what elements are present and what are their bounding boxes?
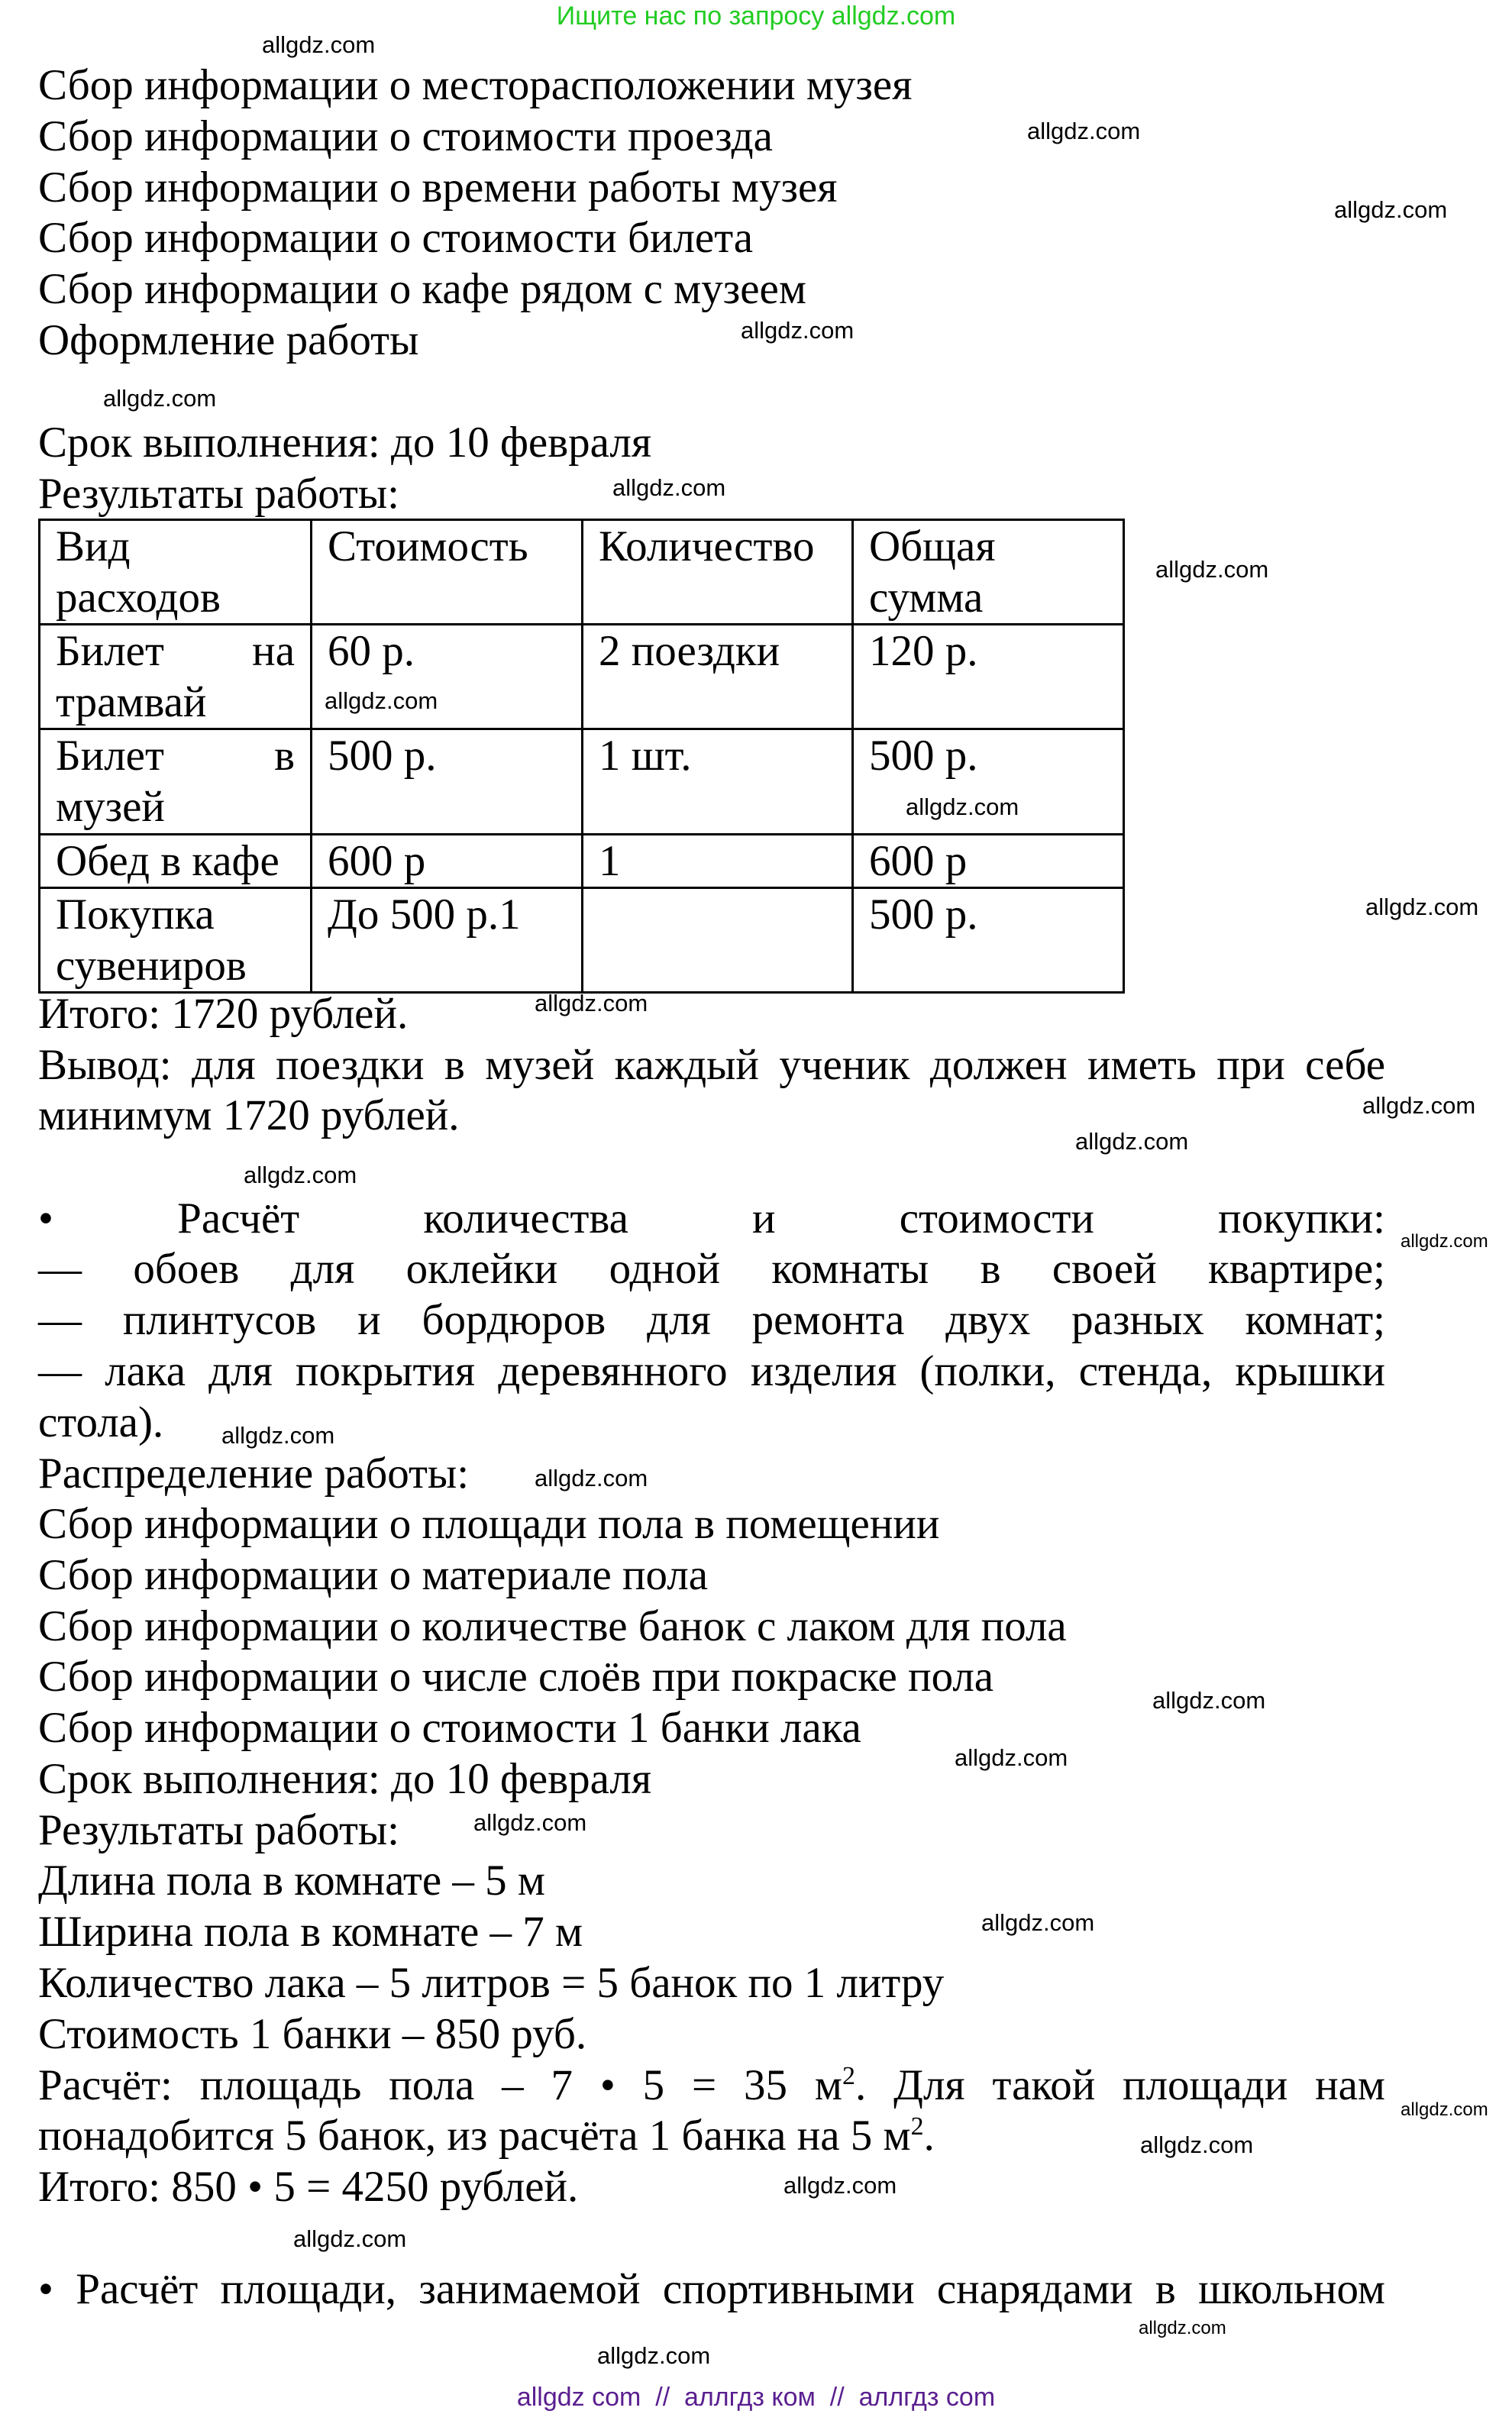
watermark: allgdz.com (535, 1465, 648, 1491)
table-cell: 1 (583, 835, 853, 888)
table-cell: 1 шт. (583, 729, 853, 835)
text-line: Сбор информации о стоимости билета (38, 214, 754, 262)
table-cell: 500 р. (853, 729, 1124, 835)
watermark: allgdz.com (981, 1909, 1095, 1936)
text-line: Сбор информации о стоимости проезда (38, 112, 773, 160)
table-header: Стоимость (312, 520, 583, 625)
table-header: Вид расходов (40, 520, 312, 625)
watermark: allgdz.com (221, 1422, 335, 1449)
text-line: Сбор информации о кафе рядом с музеем (38, 265, 806, 313)
task3-line: • Расчёт площади, занимаемой спортивными снарядами в школьном (38, 2265, 1385, 2313)
text-line: Количество лака – 5 литров = 5 банок по 1 литру (38, 1959, 945, 2007)
watermark: allgdz.com (473, 1809, 587, 1836)
text-line: Ширина пола в комнате – 7 м (38, 1908, 583, 1956)
table-header: Количество (583, 520, 853, 625)
watermark: allgdz.com (1027, 118, 1141, 144)
total: Итого: 1720 рублей. (38, 990, 409, 1038)
bullet-line: • Расчёт количества и стоимости покупки: (38, 1194, 1385, 1243)
conclusion-line: минимум 1720 рублей. (38, 1091, 460, 1139)
calc-text: понадобится 5 банок, из расчёта 1 банка на 5 м (38, 2112, 911, 2160)
watermark: allgdz.com (535, 990, 648, 1016)
watermark: allgdz.com (612, 474, 726, 501)
superscript: 2 (842, 2062, 855, 2090)
expenses-table (38, 519, 1125, 994)
table-cell: Покупка сувениров (40, 888, 312, 993)
superscript: 2 (910, 2112, 924, 2141)
table-cell: 120 р. (853, 625, 1124, 729)
bullet-line: — лака для покрытия деревянного изделия (полки, стенда, крышки (38, 1347, 1385, 1395)
calc-text: . Для такой площади нам (855, 2061, 1385, 2109)
watermark: allgdz.com (906, 793, 1019, 820)
watermark: allgdz.com (1401, 2099, 1488, 2120)
table-cell: 600 р (853, 835, 1124, 888)
watermark: allgdz.com (1362, 1092, 1476, 1119)
watermark: allgdz.com (1334, 196, 1448, 223)
text-line: Сбор информации о времени работы музея (38, 163, 838, 212)
watermark: allgdz.com (1155, 556, 1269, 583)
table-row (40, 625, 1124, 729)
watermark: allgdz.com (262, 31, 376, 58)
calc-line (38, 2110, 935, 2161)
footer-links[interactable]: allgdz com // аллгдз ком // аллгдз com (516, 2383, 996, 2412)
watermark: allgdz.com (1401, 1231, 1488, 1252)
text-line: Длина пола в комнате – 5 м (38, 1857, 545, 1905)
table-header: Общая сумма (853, 520, 1124, 625)
table-cell: 2 поездки (583, 625, 853, 729)
text-line: Сбор информации о месторасположении музея (38, 61, 913, 109)
table-cell: Билет в музей (40, 729, 312, 835)
text-line: Сбор информации о стоимости 1 банки лака (38, 1704, 861, 1752)
watermark: allgdz.com (955, 1744, 1068, 1771)
table-cell: Обед в кафе (40, 835, 312, 888)
bullet-line: стола). (38, 1398, 164, 1446)
watermark: allgdz.com (783, 2172, 897, 2199)
text-line: Стоимость 1 банки – 850 руб. (38, 2010, 587, 2058)
bullet-line: — плинтусов и бордюров для ремонта двух разных комнат; (38, 1296, 1385, 1344)
text-line: Оформление работы (38, 316, 419, 364)
table-cell: До 500 р.1 (312, 888, 583, 993)
table-cell: 600 р (312, 835, 583, 888)
text-line: Сбор информации о площади пола в помещении (38, 1500, 940, 1548)
text-line: Срок выполнения: до 10 февраля (38, 1755, 652, 1803)
watermark: allgdz.com (325, 687, 438, 714)
text-line: Сбор информации о материале пола (38, 1551, 709, 1599)
table-cell: Билет на трамвай (40, 625, 312, 729)
calc-line (38, 2060, 1385, 2111)
calc-text: . (923, 2112, 935, 2160)
table-row (40, 888, 1124, 993)
watermark: allgdz.com (1075, 1128, 1189, 1155)
bullet-line: — обоев для оклейки одной комнаты в своей квартире; (38, 1245, 1385, 1293)
watermark: allgdz.com (741, 317, 855, 344)
watermark: allgdz.com (1365, 894, 1479, 920)
conclusion-line: Вывод: для поездки в музей каждый ученик должен иметь при себе (38, 1041, 1385, 1089)
text-line: Сбор информации о числе слоёв при покраске пола (38, 1653, 994, 1701)
table-cell: 60 р. (312, 625, 583, 729)
calc-total: Итого: 850 • 5 = 4250 рублей. (38, 2163, 579, 2211)
watermark: allgdz.com (597, 2342, 711, 2369)
text-line: Распределение работы: (38, 1449, 470, 1498)
table-header-row (40, 520, 1124, 625)
table-cell: 500 р. (312, 729, 583, 835)
table-cell (583, 888, 853, 993)
calc-text: Расчёт: площадь пола – 7 • 5 = 35 м (38, 2061, 842, 2109)
text-line: Результаты работы: (38, 1806, 400, 1854)
deadline: Срок выполнения: до 10 февраля (38, 419, 652, 467)
table-row (40, 835, 1124, 888)
search-banner[interactable]: Ищите нас по запросу allgdz.com (556, 2, 956, 31)
watermark: allgdz.com (244, 1162, 357, 1188)
watermark: allgdz.com (293, 2225, 407, 2252)
watermark: allgdz.com (103, 385, 217, 412)
text-line: Сбор информации о количестве банок с лаком для пола (38, 1602, 1067, 1650)
watermark: allgdz.com (1152, 1687, 1266, 1714)
results-heading: Результаты работы: (38, 470, 400, 518)
table-cell: 500 р. (853, 888, 1124, 993)
watermark: allgdz.com (1139, 2318, 1226, 2338)
watermark: allgdz.com (1140, 2131, 1254, 2158)
